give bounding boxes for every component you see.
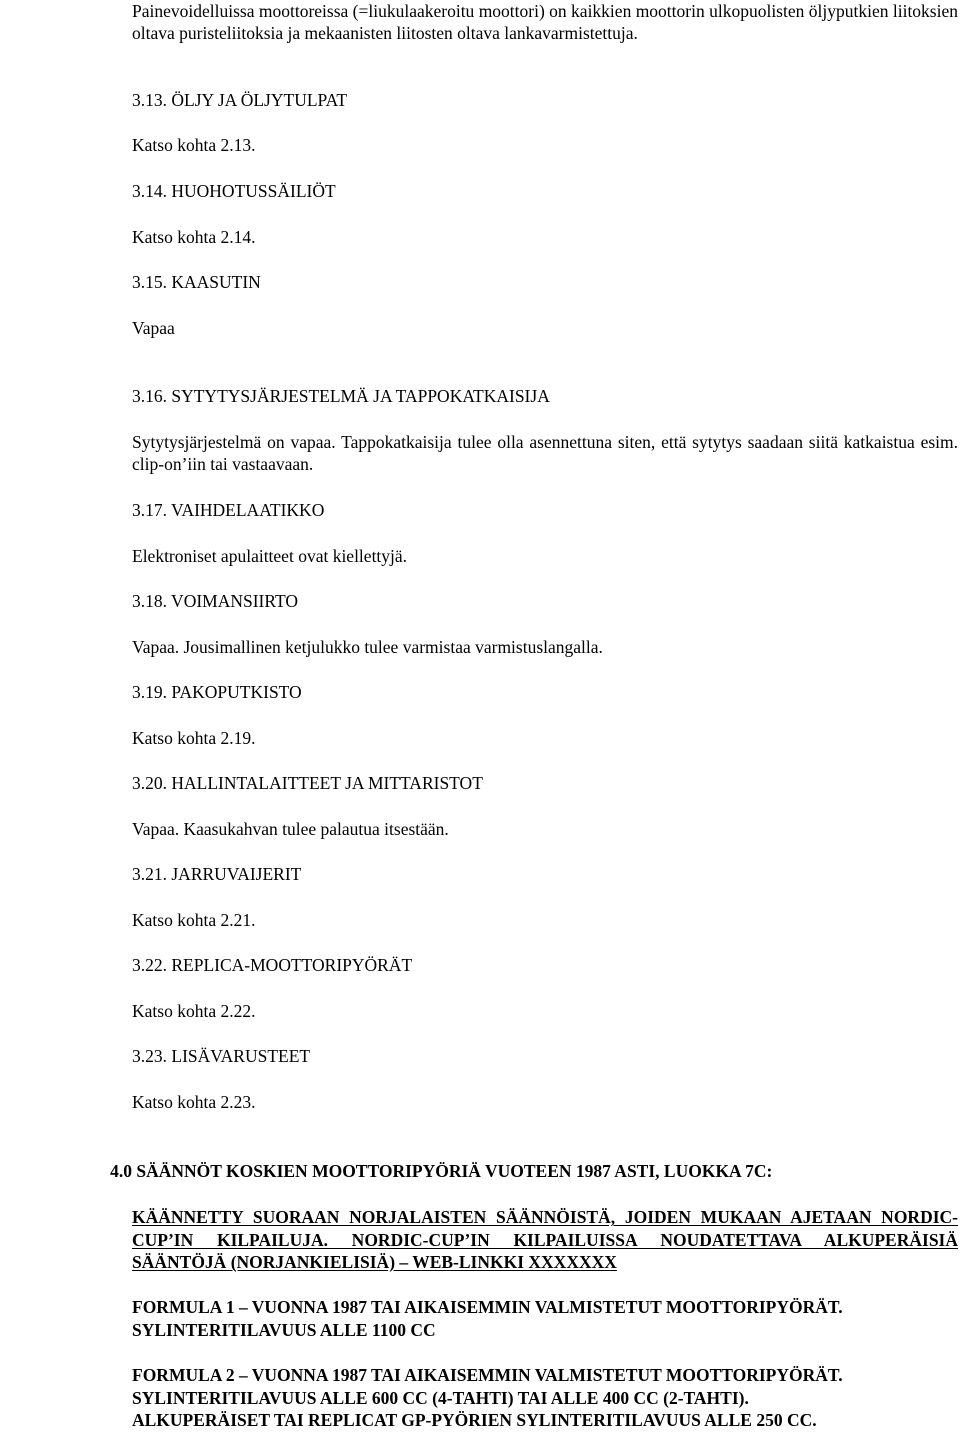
section-text-3-14: Katso kohta 2.14. — [132, 227, 256, 247]
chapter-4-heading — [0, 1160, 772, 1182]
section-heading-3-19: 3.19. PAKOPUTKISTO — [132, 682, 302, 702]
chapter-4-number: 4.0 — [110, 1161, 132, 1181]
formula2-line2: SYLINTERITILAVUUS ALLE 600 CC (4-TAHTI) TAI ALLE 400 CC (2-TAHTI). — [132, 1388, 749, 1408]
section-heading-3-20: 3.20. HALLINTALAITTEET JA MITTARISTOT — [132, 773, 483, 793]
section-heading-3-16: 3.16. SYTYTYSJÄRJESTELMÄ JA TAPPOKATKAISIJA — [132, 386, 550, 406]
section-text-3-16: Sytytysjärjestelmä on vapaa. Tappokatkaisija tulee olla asennettuna siten, että sytytys saadaan siitä katkaistua esim. clip-on’iin tai vastaavaan. — [132, 432, 958, 474]
section-text-3-13: Katso kohta 2.13. — [132, 135, 256, 155]
section-heading-3-22: 3.22. REPLICA-MOOTTORIPYÖRÄT — [132, 955, 413, 975]
section-text-3-15: Vapaa — [132, 318, 175, 338]
formula2-line1: FORMULA 2 – VUONNA 1987 TAI AIKAISEMMIN VALMISTETUT MOOTTORIPYÖRÄT. — [132, 1365, 843, 1385]
formula2-line3: ALKUPERÄISET TAI REPLICAT GP-PYÖRIEN SYLINTERITILAVUUS ALLE 250 CC. — [132, 1410, 817, 1430]
section-text-3-17: Elektroniset apulaitteet ovat kiellettyjä. — [132, 546, 408, 566]
chapter-4-title: SÄÄNNÖT KOSKIEN MOOTTORIPYÖRIÄ VUOTEEN 1987 ASTI, LUOKKA 7C: — [132, 1161, 773, 1181]
section-text-3-21: Katso kohta 2.21. — [132, 910, 256, 930]
section-text-3-23: Katso kohta 2.23. — [132, 1092, 256, 1112]
formula1-line1: FORMULA 1 – VUONNA 1987 TAI AIKAISEMMIN VALMISTETUT MOOTTORIPYÖRÄT. — [132, 1297, 843, 1317]
translation-note: KÄÄNNETTY SUORAAN NORJALAISTEN SÄÄNNÖISTÄ, JOIDEN MUKAAN AJETAAN NORDIC-CUP’IN KILPAILUJA. NORDIC-CUP’IN KILPAILUISSA NOUDATETTAVA ALKUPERÄISIÄ SÄÄNTÖJÄ (NORJANKIELISIÄ) – WEB-LINKKI XXXXXXX — [132, 1207, 958, 1272]
section-text-3-19: Katso kohta 2.19. — [132, 728, 256, 748]
formula1-line2: SYLINTERITILAVUUS ALLE 1100 CC — [132, 1320, 436, 1340]
section-text-3-18: Vapaa. Jousimallinen ketjulukko tulee varmistaa varmistuslangalla. — [132, 637, 603, 657]
intro-paragraph: Painevoidelluissa moottoreissa (=liukulaakeroitu moottori) on kaikkien moottorin ulkopuolisten öljyputkien liitoksien oltava puristeliitoksia ja mekaanisten liitosten oltava lankavarmistettuja. — [132, 1, 958, 43]
section-heading-3-23: 3.23. LISÄVARUSTEET — [132, 1046, 311, 1066]
section-heading-3-13: 3.13. ÖLJY JA ÖLJYTULPAT — [132, 90, 348, 110]
section-text-3-22: Katso kohta 2.22. — [132, 1001, 256, 1021]
section-heading-3-18: 3.18. VOIMANSIIRTO — [132, 591, 299, 611]
section-heading-3-17: 3.17. VAIHDELAATIKKO — [132, 500, 325, 520]
section-heading-3-21: 3.21. JARRUVAIJERIT — [132, 864, 302, 884]
section-heading-3-14: 3.14. HUOHOTUSSÄILIÖT — [132, 181, 336, 201]
section-text-3-20: Vapaa. Kaasukahvan tulee palautua itsestään. — [132, 819, 449, 839]
section-heading-3-15: 3.15. KAASUTIN — [132, 272, 261, 292]
